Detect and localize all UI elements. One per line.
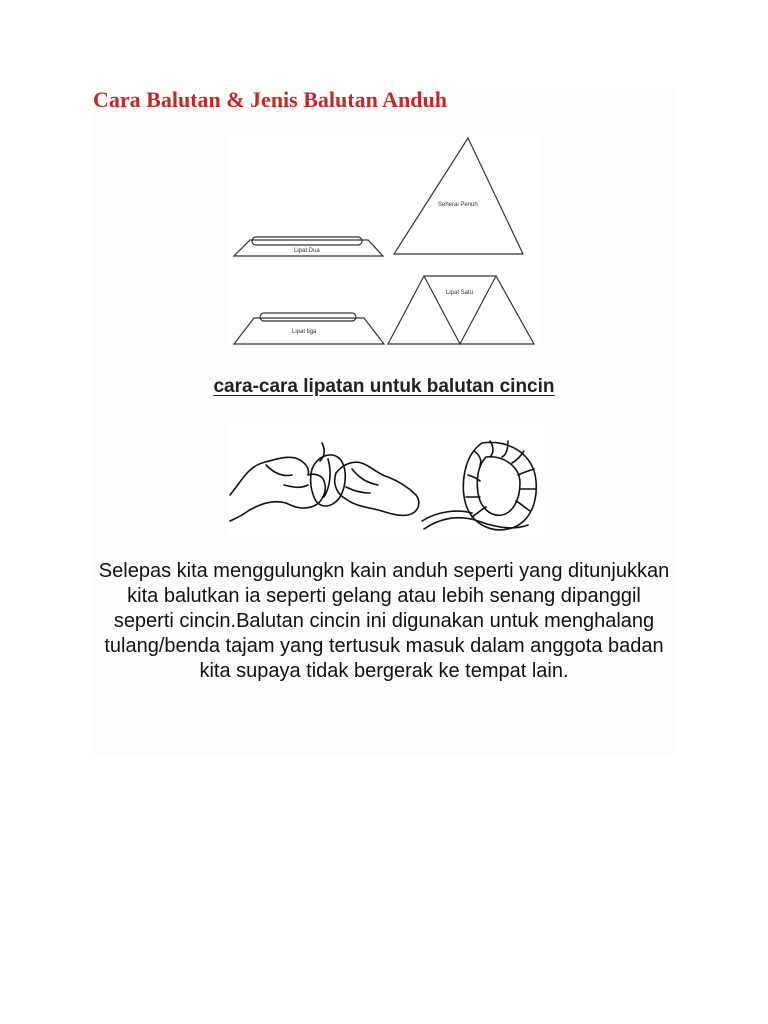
- label-fold-two: Lipat Dua: [294, 248, 320, 254]
- description-paragraph: Selepas kita menggulungkn kain anduh seperti yang ditunjukkan kita balutkan ia seperti gelang atau lebih senang dipanggil seperti cincin.Balutan cincin ini digunakan untuk menghalang tulang/benda tajam yang tertusuk masuk dalam anggota badan kita supaya tidak bergerak ke tempat lain.: [98, 560, 670, 682]
- right-hand-shape: [335, 462, 419, 515]
- full-triangle-shape: [394, 138, 523, 254]
- label-full: Seherai Penuh: [438, 202, 478, 208]
- label-fold-one: Lipat Satu: [446, 290, 474, 296]
- fold-diagram: [228, 136, 540, 350]
- label-fold-three: Lipat tiga: [292, 329, 317, 335]
- ring-bandage-illustration: [228, 425, 543, 535]
- rolled-bandage-shape: [311, 455, 346, 506]
- figure-subtitle: cara-cara lipatan untuk balutan cincin: [213, 376, 555, 397]
- fold-one-shape: [388, 276, 534, 344]
- ring-bandage-shape: [463, 442, 536, 529]
- page-title: Cara Balutan & Jenis Balutan Anduh: [93, 87, 447, 112]
